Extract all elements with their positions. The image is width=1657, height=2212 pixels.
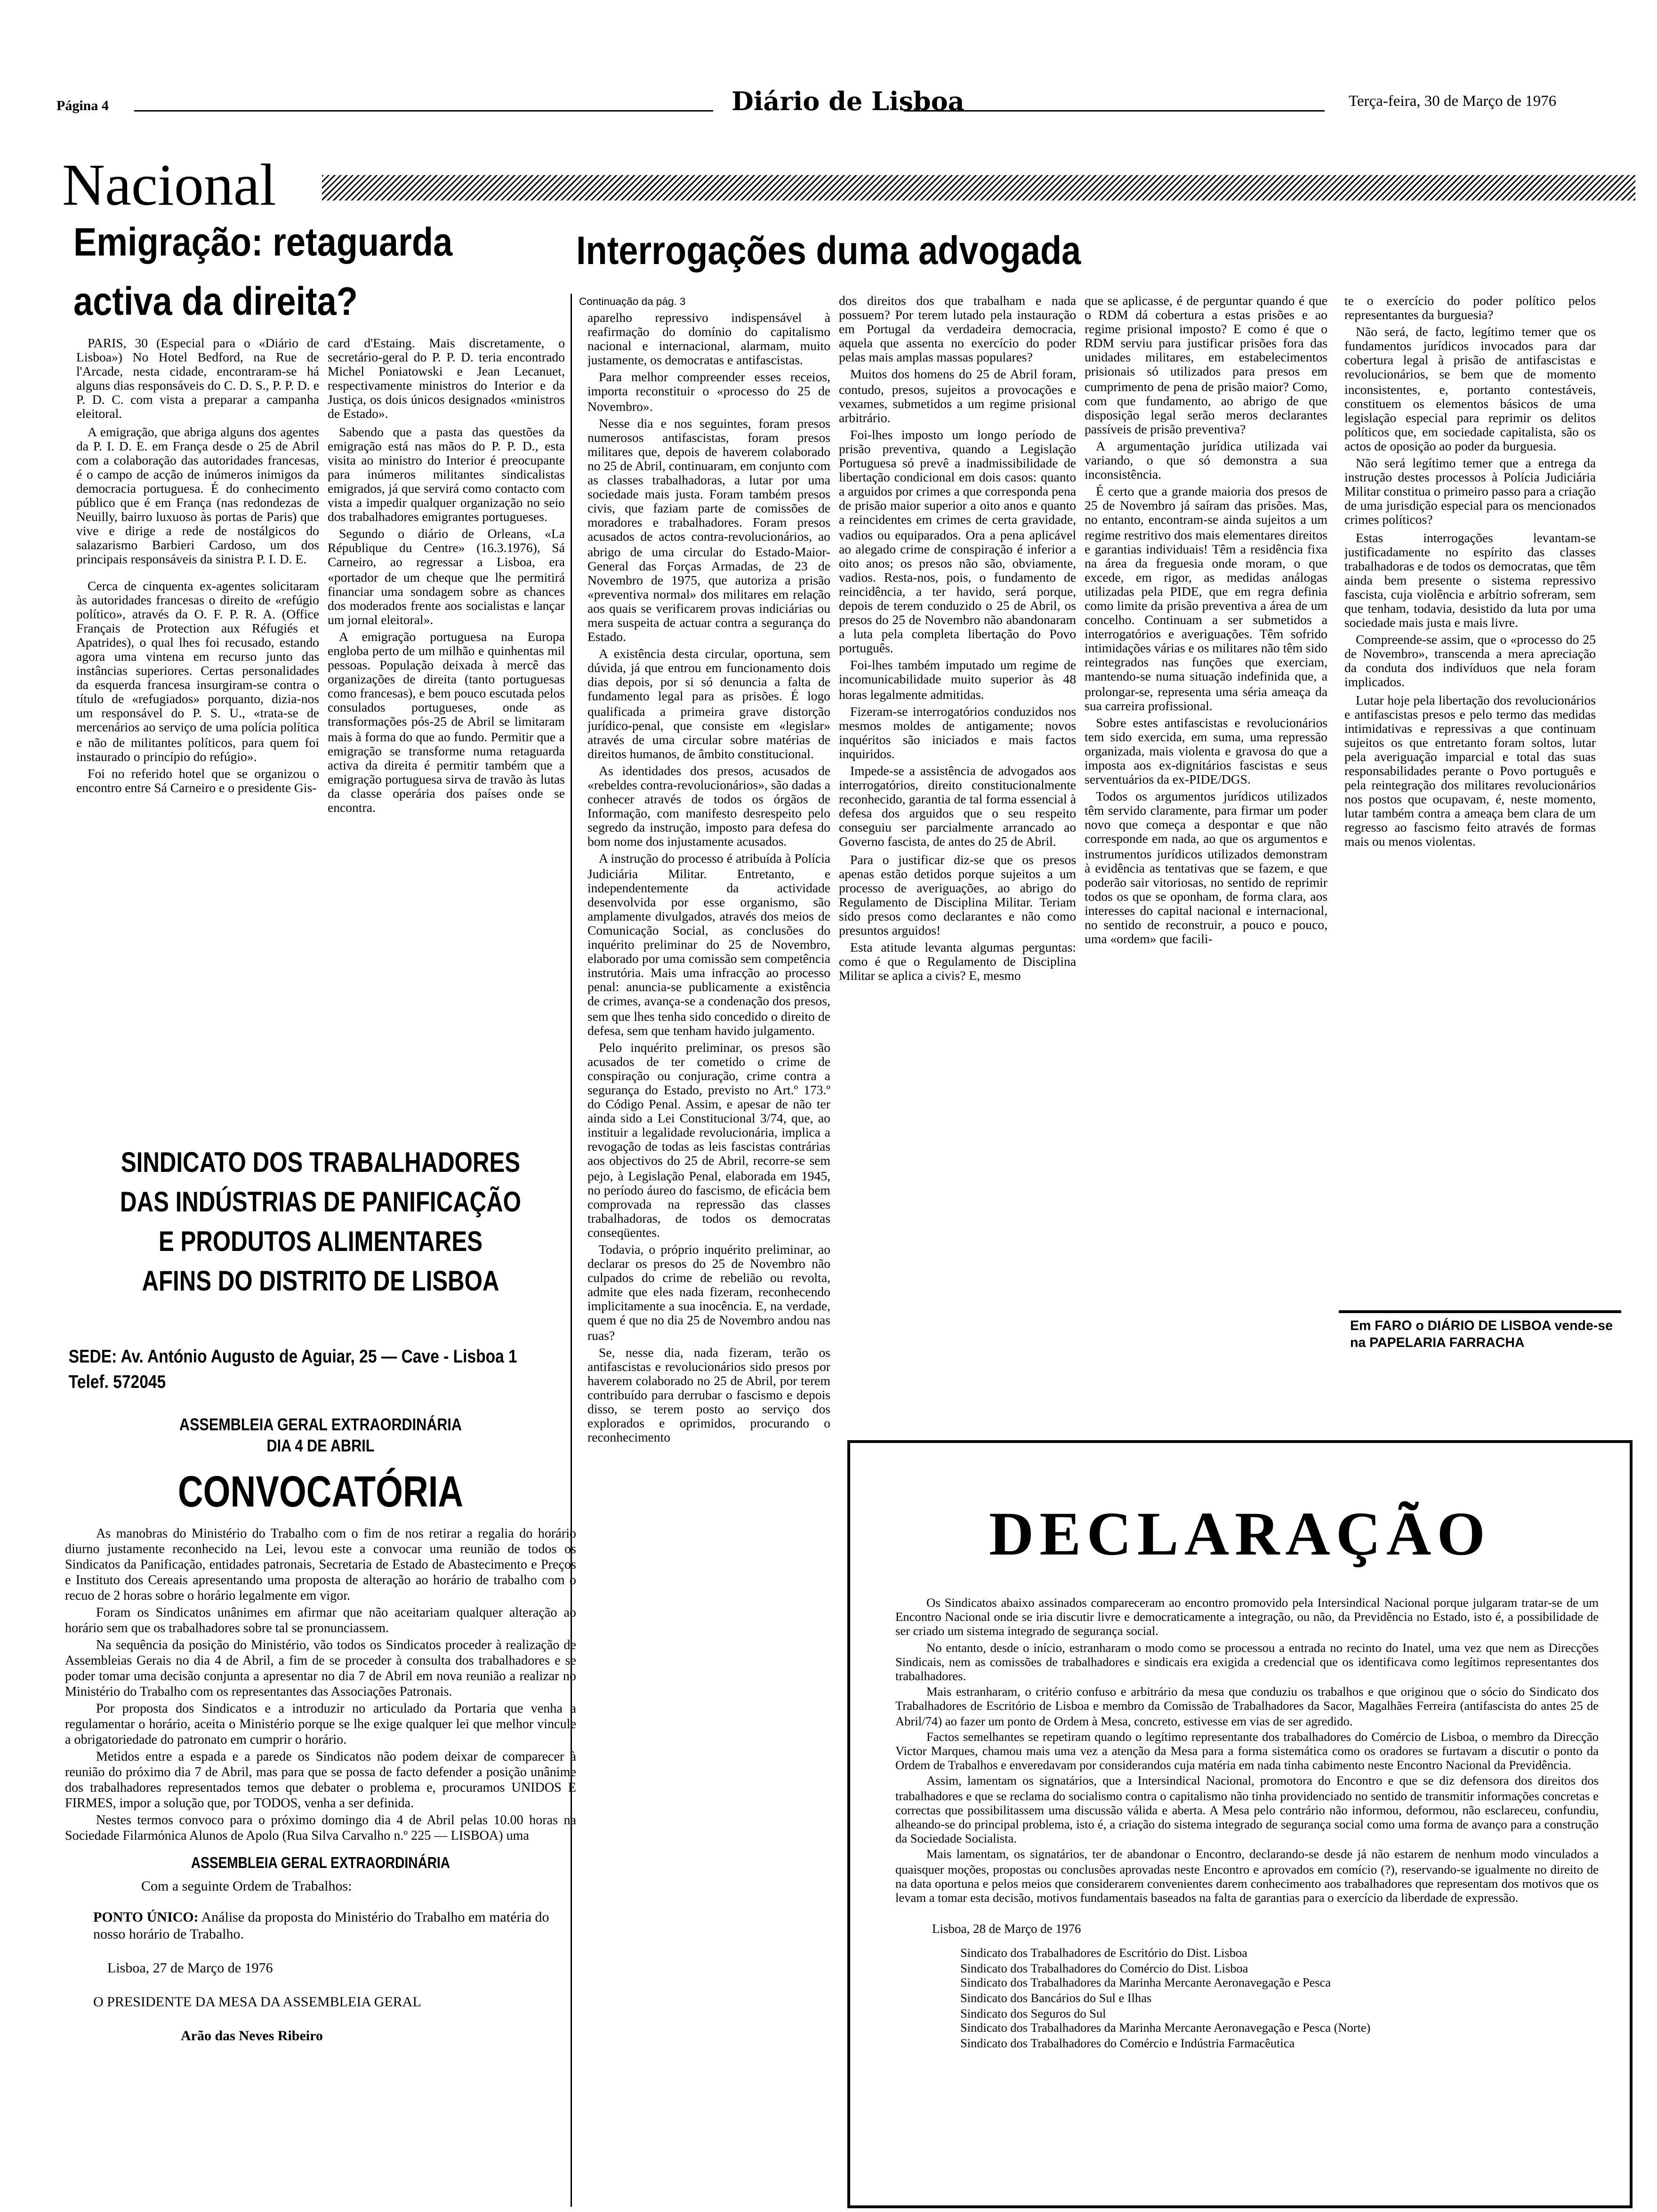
paragraph: Não será legítimo temer que a entrega da instrução destes processos à Polícia Judiciária Militar constitua o primeiro passo para a criação de uma jurisdição especial para os mencionados crimes políticos? [1344, 456, 1596, 528]
header-date: Terça-feira, 30 de Março de 1976 [1349, 93, 1557, 110]
signatory: Sindicato dos Trabalhadores da Marinha Mercante Aeronavegação e Pesca (Norte) [960, 2020, 1371, 2035]
interrog-column-1 [587, 311, 830, 2210]
declaracao-date: Lisboa, 28 de Março de 1976 [932, 1922, 1081, 1936]
paragraph: dos direitos dos que trabalham e nada possuem? Por terem lutado pela instauração em Portugal da verdadeira democracia, aquela que assenta no exercício do poder pelas mais amplas massas populares? [839, 294, 1076, 365]
paragraph: Sabendo que a pasta das questões da emigração está nas mãos do P. P. D., esta visita ao ministro do Interior é preocupante para inúmeros militantes sindicalistas emigrados, já que servirá como contacto com vista a impedir qualquer organização no seio dos trabalhadores emigrantes portugueses. [328, 424, 565, 524]
paragraph: A instrução do processo é atribuída à Polícia Judiciária Militar. Entretanto, e independentemente da actividade desenvolvida por esse organismo, são amplamente divulgados, através dos meios de Comunicação Social, as conclusões do inquérito preliminar do 25 de Novembro, elaborado por uma comissão sem competência instrutória. Mais uma infracção ao processo penal: anuncia-se publicamente a existência de crimes, avança-se a condenação dos presos, sem que lhes tenha sido concedido o direito de defesa, sem que tenham havido julgamento. [587, 852, 830, 1037]
paragraph: Todos os argumentos jurídicos utilizados têm servido claramente, para firmar um poder novo que começa a despontar e que não corresponde em nada, ao que os argumentos e instrumentos jurídicos utilizados demonstram à evidência as tentativas que se fazem, e que poderão sair vitoriosas, no sentido de reprimir todos os que se oponham, de forma clara, aos interesses do capital nacional e internacional, no sentido de reconstruir, a pouco e pouco, uma «ordem» que facili- [1085, 789, 1327, 946]
sindicato-notice [56, 1138, 585, 2211]
declaracao-title: DECLARAÇÃO [989, 1499, 1491, 1569]
paragraph: Pelo inquérito preliminar, os presos são acusados de ter cometido o crime de conspiração ou conjuração, crime contra a segurança do Estado, previsto no Art.º 173.º do Código Penal. Assim, e apesar de não ter ainda sido a Lei Constitucional 3/74, que, ao instituir a legalidade revolucionária, implica a revogação de todas as leis fascistas contrárias aos objectivos do 25 de Abril, recorre-se sem pejo, à Legislação Penal, elaborada em 1945, no período áureo do fascismo, de eficácia bem comprovada na repressão das classes trabalhadoras, de todos os democratas conseqüentes. [587, 1040, 830, 1240]
emig-column-2 [328, 336, 565, 1127]
paragraph: Esta atitude levanta algumas perguntas: como é que o Regulamento de Disciplina Militar se aplica a civis? E, mesmo [839, 940, 1076, 983]
paragraph: Segundo o diário de Orleans, «La République du Centre» (16.3.1976), Sá Carneiro, ao regressar a Lisboa, era «portador de um cheque que lhe permitirá financiar uma sondagem sobre as chances dos moderados frente aos socialistas e lançar um jornal eleitoral». [328, 527, 565, 627]
paragraph: Estas interrogações levantam-se justificadamente no espírito das classes trabalhadoras e de todos os democratas, que têm ainda bem presente o sistema repressivo fascista, cuja violência e arbítrio sofreram, sem que tenham, todavia, desistido da luta por uma sociedade mais justa e mais livre. [1344, 530, 1596, 630]
paragraph: Para melhor compreender esses receios, importa reconstituir o «processo do 25 de Novembro». [587, 370, 830, 413]
sindicato-title-line: AFINS DO DISTRITO DE LISBOA [142, 1266, 499, 1298]
paragraph: A emigração, que abriga alguns dos agentes da P. I. D. E. em França desde o 25 de Abril com a colaboração das autoridades francesas, é o campo de acção de inúmeros inimigos da democracia portuguesa. É do conhecimento público que é em França (nas redondezas de Neuilly, bairro luxuoso às portas de Paris) que vive e dirige a rede de nostálgicos do salazarismo Barbieri Cardoso, um dos principais responsáveis da sinistra P. I. D. E. [76, 424, 319, 567]
paragraph: Foi-lhes imposto um longo período de prisão preventiva, quando a Legislação Portuguesa só prevê a inadmissibilidade de libertação condicional em dois casos: quanto a arguidos por crimes a que corresponda pena de prisão maior superior a oito anos e quanto a reincidentes em crimes de certa gravidade, vadios ou equiparados. Ora a pena aplicável ao alegado crime de conspiração é inferior a oito anos; os presos não são, obviamente, vadios. Resta-nos, pois, o fundamento de reincidência, a ter havido, será porque, depois de terem conduzido o 25 de Abril, os presos do 25 de Novembro não abandonaram a luta pela completa libertação do Povo português. [839, 427, 1076, 656]
paragraph: Impede-se a assistência de advogados aos interrogatórios, direito constitucionalmente reconhecido, garantia de tal forma essencial à defesa dos arguidos que o seu respeito conseguiu ser parcialmente arrancado ao Governo fascista, de antes do 25 de Abril. [839, 764, 1076, 850]
assembleia-date: DIA 4 DE ABRIL [266, 1436, 375, 1456]
paragraph: Sobre estes antifascistas e revolucionários tem sido exercida, em suma, uma repressão organizada, mais violenta e gravosa do que a imposta aos ex-dignitários fascistas e seus serventuários da ex-PIDE/DGS. [1085, 715, 1327, 787]
header-rule-right [904, 110, 1325, 112]
paragraph: As manobras do Ministério do Trabalho com o fim de nos retirar a regalia do horário diurno justamente reconhecido na Lei, levou este a convocar uma reunião de todos os Sindicatos da Panificação, entidades patronais, Secretaria de Estado de Abastecimento e Preços e Instituto dos Cereais apresentando uma proposta de alteração ao horário de trabalho com o recuo de 2 horas sobre o horário legalmente em vigor. [65, 1528, 576, 1604]
masthead: Diário de Lisboa [732, 88, 965, 117]
ponto-unico-label: PONTO ÚNICO: [93, 1910, 199, 1926]
interrog-column-3 [1085, 294, 1327, 1423]
presidente-title: O PRESIDENTE DA MESA DA ASSEMBLEIA GERAL [93, 1995, 421, 2011]
header-rule-left [134, 110, 713, 112]
section-title: Nacional [62, 154, 276, 219]
signatory: Sindicato dos Seguros do Sul [960, 2005, 1106, 2020]
paragraph: Nestes termos convoco para o próximo domingo dia 4 de Abril pelas 10.00 horas na Sociedade Filarmónica Alunos de Apolo (Rua Silva Carvalho n.º 225 — LISBOA) uma [65, 1814, 576, 1844]
convocatoria-title: CONVOCATÓRIA [177, 1467, 464, 1516]
paragraph: No entanto, desde o início, estranharam o modo como se processou a entrada no recinto do Inatel, uma vez que nem as Direcções Sindicais, nem as comissões de trabalhadores e sindicais era exigida a credencial que os identificava como legítimos representantes dos trabalhadores. [895, 1640, 1599, 1683]
paragraph: Fizeram-se interrogatórios conduzidos nos mesmos moldes de antigamente; novos inquéritos são iniciados e mais factos inquiridos. [839, 704, 1076, 761]
signatory: Sindicato dos Trabalhadores da Marinha Mercante Aeronavegação e Pesca [960, 1976, 1331, 1990]
section-hatch-bar [322, 175, 1635, 200]
signatory: Sindicato dos Trabalhadores do Comércio e Indústria Farmacêutica [960, 2036, 1295, 2050]
presidente-signature: Arão das Neves Ribeiro [181, 2029, 323, 2044]
ordem-trabalhos: Com a seguinte Ordem de Trabalhos: [141, 1879, 352, 1895]
sindicato-title-line: DAS INDÚSTRIAS DE PANIFICAÇÃO [120, 1187, 521, 1218]
paragraph: Se, nesse dia, nada fizeram, terão os antifascistas e revolucionários sido presos por haverem colaborado no 25 de Abril, por terem contribuído para derrubar o fascismo e depois disso, se terem posto ao serviço dos explorados e oprimidos, procurando o reconhecimento [587, 1345, 830, 1445]
paragraph: Todavia, o próprio inquérito preliminar, ao declarar os presos do 25 de Novembro não culpados do crime de rebelião ou revolta, admite que eles nada fizeram, reconhecendo implicitamente a sua inocência. E, na verdade, quem é que no dia 25 de Novembro andou nas ruas? [587, 1242, 830, 1342]
paragraph: Assim, lamentam os signatários, que a Intersindical Nacional, promotora do Encontro e que se diz defensora dos direitos dos trabalhadores e que se reclama do socialismo contra o capitalismo não tinha providenciado no sentido de transmitir informações concretas e correctas que possibilitassem uma discussão válida e aberta. A Mesa pelo contrário não informou, deformou, não esclareceu, confundiu, alheando-se do principal problema, isto é, a criação do sistema integrado de segurança social como uma forma de avanço para a construção da Sociedade Socialista. [895, 1774, 1599, 1846]
paragraph: Não será, de facto, legítimo temer que os fundamentos jurídicos invocados para dar cobertura legal à prisão de antifascistas e revolucionários, se bem que de momento inconsistentes, e, portanto contestáveis, constituem os elementos básicos de uma legislação especial para reprimir os delitos políticos que, em sociedade capitalista, são os actos de oposição ao poder da burguesia. [1344, 325, 1596, 453]
emig-column-1 [76, 336, 319, 1127]
signatory: Sindicato dos Bancários do Sul e Ilhas [960, 1991, 1152, 2005]
paragraph: card d'Estaing. Mais discretamente, o secretário-geral do P. P. D. teria encontrado Michel Poniatowski e Jean Lecanuet, respectivamente ministros do Interior e da Justiça, os dois únicos designados «ministros de Estado». [328, 336, 565, 422]
paragraph: aparelho repressivo indispensável à reafirmação do domínio do capitalismo nacional e internacional, alarmam, muito justamente, os democratas e antifascistas. [587, 311, 830, 368]
sindicato-date: Lisboa, 27 de Março de 1976 [107, 1961, 273, 1977]
paragraph: É certo que a grande maioria dos presos de 25 de Novembro já saíram das prisões. Mas, no entanto, encontram-se ainda sujeitos a um regime restritivo dos mais elementares direitos e garantias individuais! Têm a residência fixa na área da freguesia onde moram, o que excede, em rigor, as medidas análogas utilizadas pela PIDE, que em regra definia como limite da prisão preventiva a área de um concelho. Continuam a ser submetidos a interrogatórios e averiguações. Têm sofrido intimidações várias e os militares não têm sido reintegrados nas funções que exerciam, mantendo-se numa situação indefinida que, a prolongar-se, representa uma séria ameaça da sua carreira profissional. [1085, 484, 1327, 713]
paragraph: Factos semelhantes se repetiram quando o legítimo representante dos trabalhadores do Comércio de Lisboa, o membro da Direcção Victor Marques, chamou mais uma vez a atenção da Mesa para a forma sistemática como os oradores se furtavam a discutir o ponto da Ordem de Trabalhos e enveredavam por considerandos cuja matéria em nada tinha cabimento neste Encontro Nacional da Previdência. [895, 1729, 1599, 1772]
emig-headline-line1: Emigração: retaguarda [73, 220, 453, 264]
assembleia-heading-2: ASSEMBLEIA GERAL EXTRAORDINÁRIA [191, 1855, 450, 1872]
signatories-list [850, 1946, 1630, 2051]
column-rule [571, 294, 572, 2207]
paragraph: Nesse dia e nos seguintes, foram presos numerosos antifascistas, foram presos militares que, depois de haverem colaborado no 25 de Abril, continuaram, em conjunto com as classes trabalhadoras, a lutar por uma sociedade mais justa. Foram também presos civis, que faziam parte de comissões de moradores e trabalhadores. Foram presos acusados de actos contra-revolucionários, ao abrigo de uma circular do Estado-Maior-General das Forças Armadas, de 23 de Novembro de 1975, que autoriza a prisão «preventiva normal» dos militares em relação aos quais se verificarem provas indiciárias ou mera suspeita de actuar contra a segurança do Estado. [587, 416, 830, 644]
paragraph: Para o justificar diz-se que os presos apenas estão detidos porque sujeitos a um processo de averiguações, ao abrigo do Regulamento de Disciplina Militar. Teriam sido presos como declarantes e não como presuntos arguidos! [839, 852, 1076, 938]
interrog-headline: Interrogações duma advogada [576, 229, 1081, 272]
paragraph: A existência desta circular, oportuna, sem dúvida, já que entrou em funcionamento dois dias depois, por si só denuncia a falta de fundamento legal para as prisões. É logo qualificada a primeira grave distorção jurídico-penal, que consiste em «legislar» através de uma circular sobre matérias de direitos humanos, de âmbito constitucional. [587, 647, 830, 761]
interrog-column-2 [839, 294, 1076, 1423]
paragraph: te o exercício do poder político pelos representantes da burguesia? [1344, 294, 1596, 322]
paragraph: As identidades dos presos, acusados de «rebeldes contra-revolucionários», são dadas a conhecer através de todos os órgãos de Informação, com manifesto desrespeito pelo segredo da instrução, imposto para defesa do bom nome dos injustamente acusados. [587, 763, 830, 850]
interrog-column-4 [1344, 294, 1596, 1303]
paragraph: Por proposta dos Sindicatos e a introduzir no articulado da Portaria que venha a regulamentar o horário, aceita o Ministério porque se lhe exige qualquer lei que melhor vincule a obrigatoriedade do patronato em cumprir o horário. [65, 1703, 576, 1748]
declaracao-inner-rule [847, 1440, 1633, 1449]
paragraph: Muitos dos homens do 25 de Abril foram, contudo, presos, sujeitos a provocações e vexames, submetidos a um regime prisional arbitrário. [839, 368, 1076, 425]
paragraph: Cerca de cinquenta ex-agentes solicitaram às autoridades francesas o direito de «refúgio político», através da O. F. P. R. A. (Office Français de Protection aux Réfugiés et Apatrides), o qual lhes foi recusado, estando agora uma vintena em recurso junto das instâncias superiores. Certas personalidades da esquerda francesa insurgiram-se contra o título de «refugiados» porquanto, dizia-nos um responsável do P. S. U., «trata-se de mercenários ao serviço de uma polícia política e não de militantes políticos, para quem foi instaurado o princípio do refúgio». [76, 578, 319, 763]
paragraph: Mais lamentam, os signatários, ter de abandonar o Encontro, declarando-se desde já não estarem de nenhum modo vinculados a quaisquer moções, propostas ou conclusões aprovadas neste Encontro e aprovados em comício (?), reservando-se igualmente no direito de na data oportuna e pelos meios que considerarem convenientes darem conhecimento aos trabalhadores que representam dos motivos que os levam a tomar esta decisão, motivos fundamentais baseados na falta de garantias para o exercício da liberdade de expressão. [895, 1847, 1599, 1905]
paragraph: Foram os Sindicatos unânimes em afirmar que não aceitariam qualquer alteração ao horário sem que os trabalhadores sobre tal se pronunciassem. [65, 1607, 576, 1636]
sindicato-sede: SEDE: Av. António Augusto de Aguiar, 25 — Cave - Lisboa 1 Telef. 572045 [68, 1346, 517, 1392]
paragraph: Mais estranharam, o critério confuso e arbitrário da mesa que conduziu os trabalhos e que originou que o sócio do Sindicato dos Trabalhadores de Escritório de Lisboa e membro da Comissão de Trabalhadores da Sacor, Magalhães Ferreira (antifascista do antes 25 de Abril/74) ao fazer um ponto de Ordem à Mesa, concreto, estivesse em vias de ser agredido. [895, 1684, 1599, 1728]
emig-headline-line2: activa da direita? [73, 280, 358, 323]
paragraph: Compreende-se assim, que o «processo do 25 de Novembro», transcenda a mera apreciação da conduta dos indivíduos que nela foram implicados. [1344, 633, 1596, 690]
sindicato-title-line: E PRODUTOS ALIMENTARES [159, 1227, 483, 1258]
faro-rule [1339, 1310, 1621, 1313]
signatory: Sindicato dos Trabalhadores de Escritório do Dist. Lisboa [960, 1946, 1247, 1960]
sindicato-title-line: SINDICATO DOS TRABALHADORES [121, 1148, 521, 1179]
paragraph: Foi-lhes também imputado um regime de incomunicabilidade muito superior às 48 horas legalmente admitidas. [839, 658, 1076, 701]
declaracao-box [847, 1440, 1633, 2208]
ponto-unico [56, 1910, 585, 1944]
paragraph: que se aplicasse, é de perguntar quando é que o RDM dá cobertura a estas prisões e ao regime prisional imposto? E como é que o RDM serviu para justificar prisões fora das unidades militares, em estabelecimentos prisionais só utilizados para presos em cumprimento de pena de prisão maior? Como, com que fundamento, ao abrigo de que disposição legal serão meros declarantes passíveis de prisão preventiva? [1085, 294, 1327, 436]
paragraph: Metidos entre a espada e a parede os Sindicatos não podem deixar de comparecer à reunião do próximo dia 7 de Abril, mas para que se possa de facto defender a posição unânime dos trabalhadores representados temos que debater o problema e, procuramos UNIDOS E FIRMES, impor a solução que, por TODOS, venha a ser definida. [65, 1751, 576, 1811]
paragraph: Na sequência da posição do Ministério, vão todos os Sindicatos proceder à realização de Assembleias Gerais no dia 4 de Abril, a fim de se proceder à consulta dos trabalhadores e se poder tomar uma decisão conjunta a apresentar no dia 7 de Abril em nova reunião a realizar no Ministério do Trabalho com os representantes das Associações Patronais. [65, 1639, 576, 1700]
paragraph: A argumentação jurídica utilizada vai variando, o que só demonstra a sua inconsistência. [1085, 439, 1327, 482]
page-number: Página 4 [56, 99, 109, 114]
paragraph: Lutar hoje pela libertação dos revolucionários e antifascistas presos e pelo termo das medidas intimidativas e repressivas a que continuam sujeitos os que entretanto foram soltos, lutar pela averiguação imparcial e total das suas responsabilidades perante o Povo português e pela reintegração dos militares revolucionários nos postos que ocupavam, é, neste momento, lutar também contra a ameaça bem clara de um regresso ao fascismo feito através de formas mais ou menos violentas. [1344, 692, 1596, 850]
assembleia-heading: ASSEMBLEIA GERAL EXTRAORDINÁRIA [179, 1415, 462, 1435]
paragraph: Os Sindicatos abaixo assinados compareceram ao encontro promovido pela Intersindical Nacional porque julgaram tratar-se de um Encontro Nacional onde se iria discutir livre e democraticamente a integração, ou não, da Previdência no Estado, isto é, a possibilidade de ser criado um sistema integrado de segurança social. [895, 1595, 1599, 1639]
paragraph: A emigração portuguesa na Europa engloba perto de um milhão e quinhentas mil pessoas. População deixada à mercê das organizações de direita (tanto portuguesas como francesas), e bem pouco escutada pelos consulados portugueses, onde as transformações pós-25 de Abril se limitaram mais à forma do que ao fundo. Permitir que a emigração se transforme numa retaguarda activa da direita é permitir também que a emigração portuguesa sirva de travão às lutas da classe operária dos países onde se encontra. [328, 629, 565, 815]
ponto-unico-text: Análise da proposta do Ministério do Trabalho em matéria do nosso horário de Trabalho. [93, 1910, 549, 1943]
continuation-note: Continuação da pág. 3 [579, 295, 686, 308]
paragraph: PARIS, 30 (Especial para o «Diário de Lisboa») No Hotel Bedford, na Rue de l'Arcade, nesta cidade, encontraram-se há alguns dias responsáveis do C. D. S., P. P. D. e P. D. C. com vista a preparar a campanha eleitoral. [76, 336, 319, 422]
declaracao-body [850, 1595, 1630, 1905]
paragraph: Foi no referido hotel que se organizou o encontro entre Sá Carneiro e o presidente Gis- [76, 766, 319, 795]
signatory: Sindicato dos Trabalhadores do Comércio do Dist. Lisboa [960, 1961, 1248, 1975]
faro-notice: Em FARO o DIÁRIO DE LISBOA vende-se na PAPELARIA FARRACHA [1350, 1319, 1613, 1351]
convocatoria-body [56, 1528, 585, 1845]
